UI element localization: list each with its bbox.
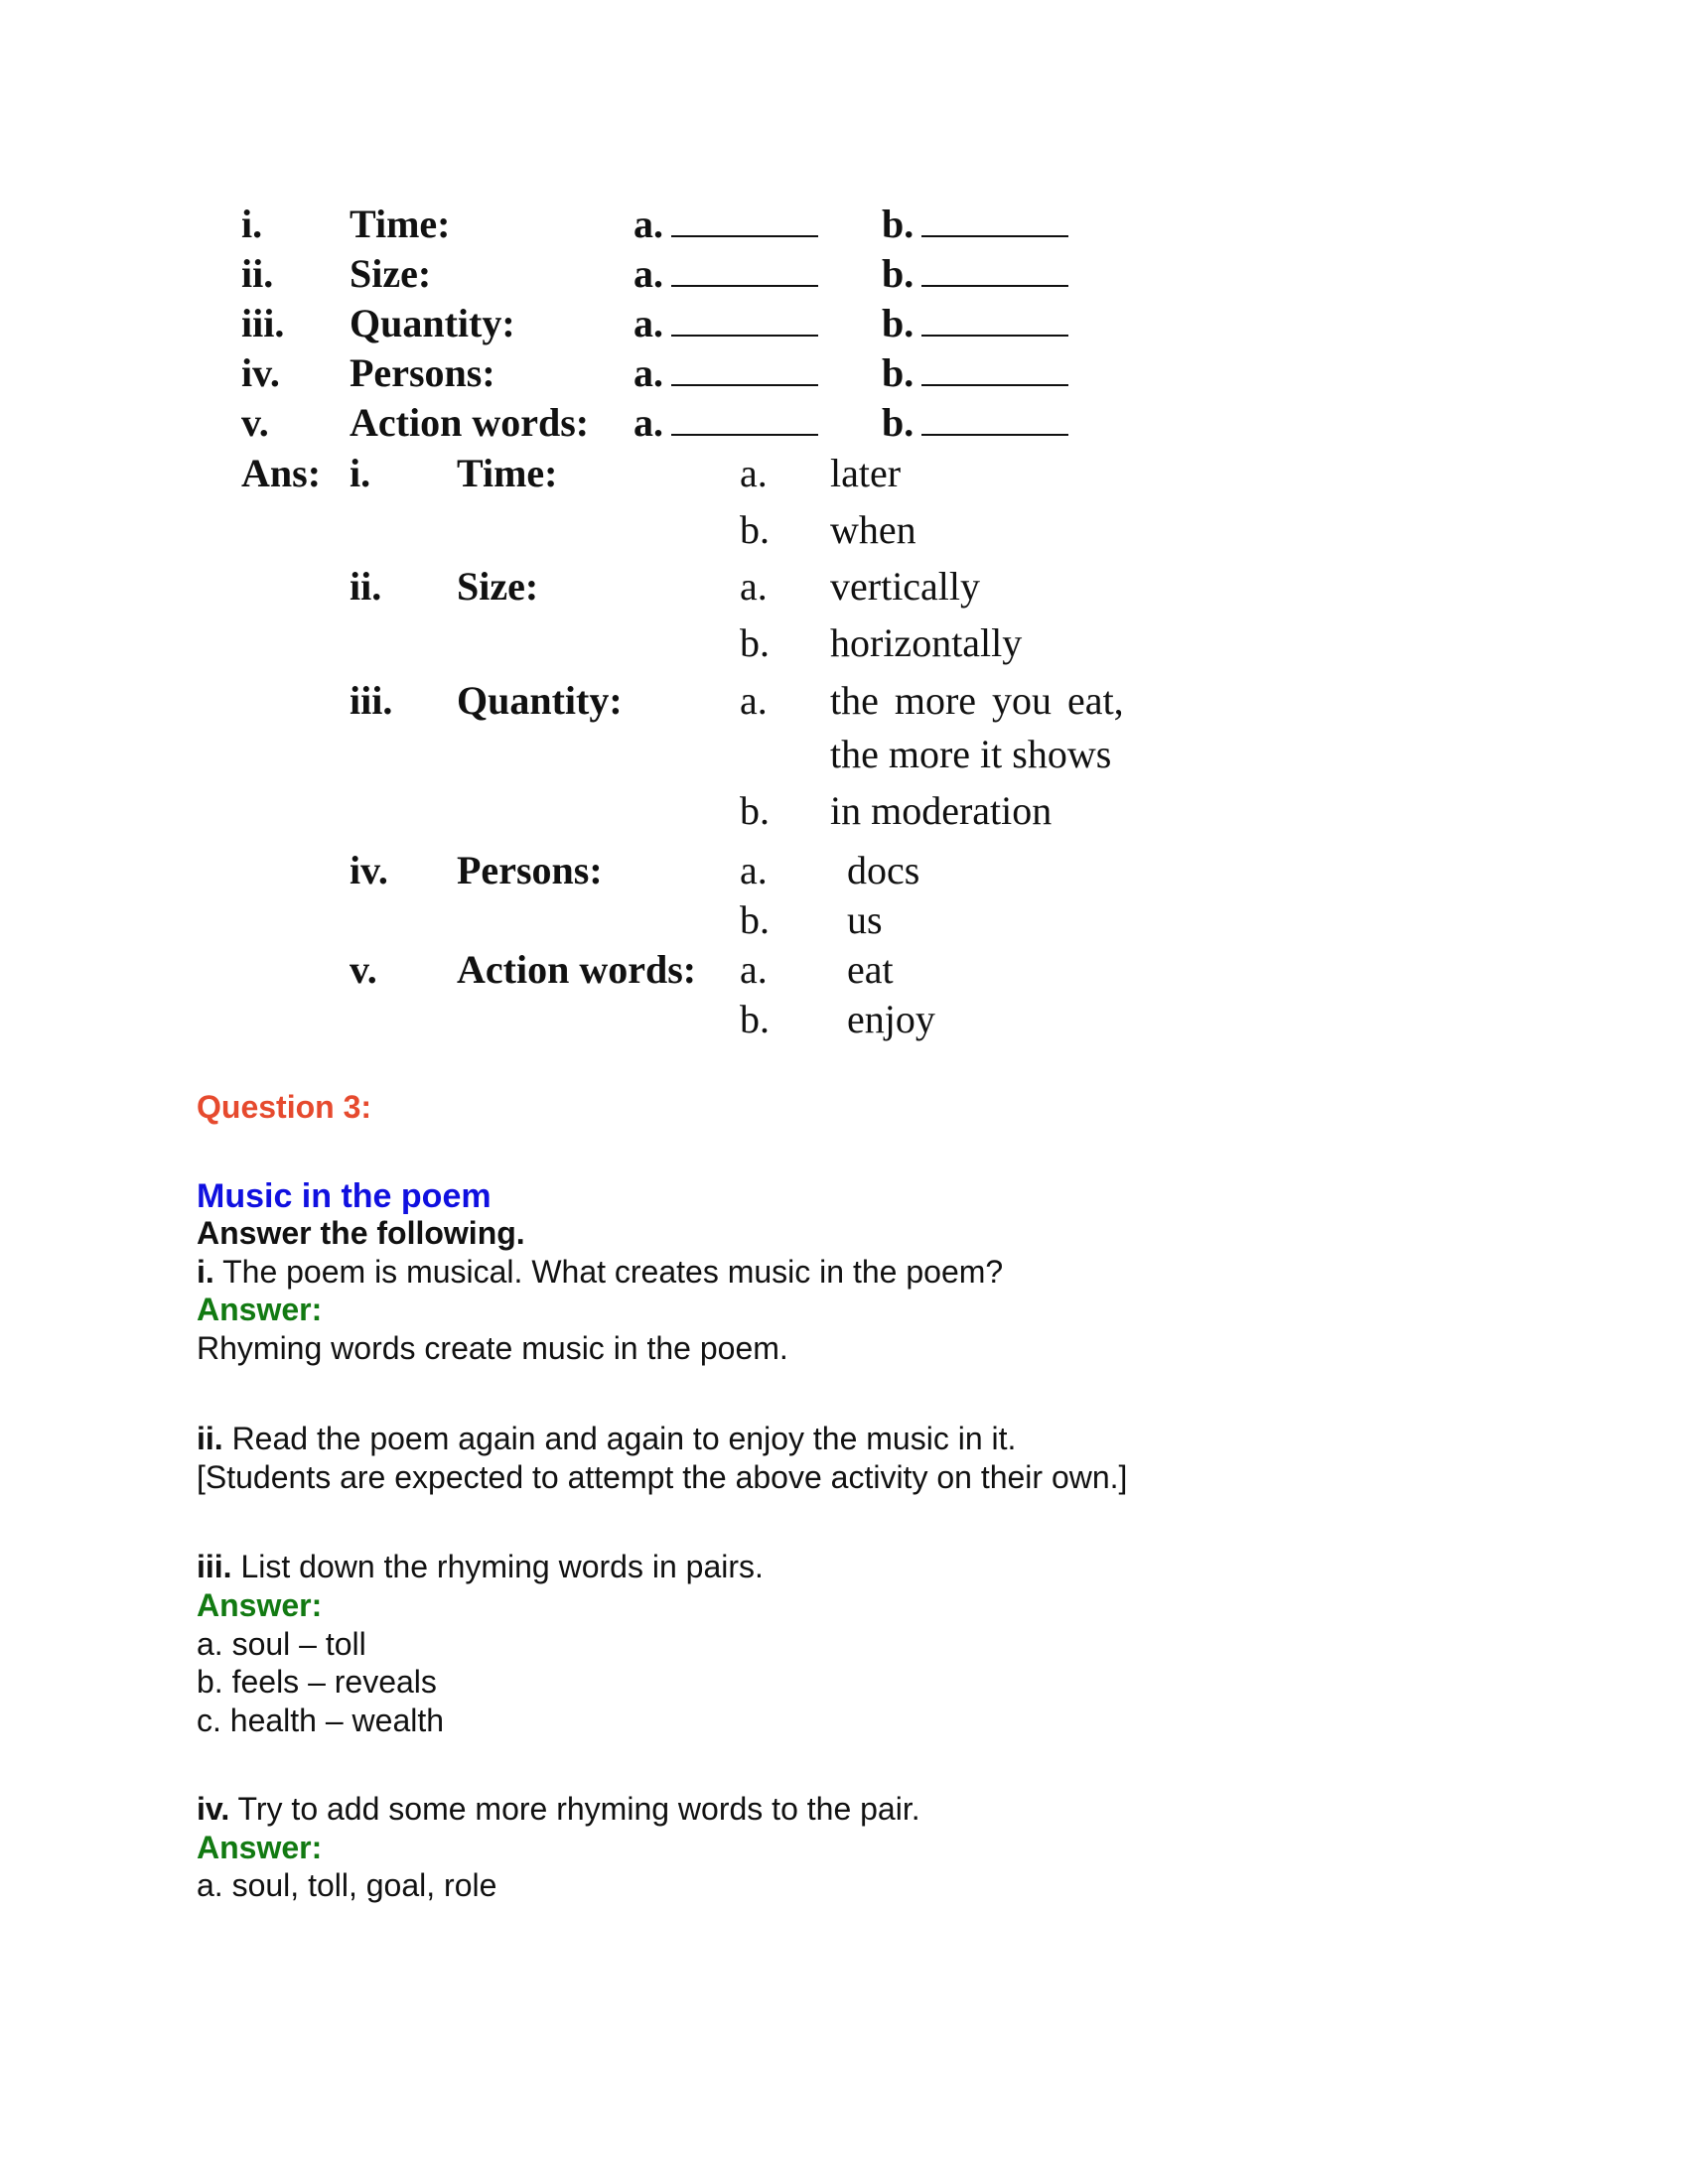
answer-number: iv. <box>350 848 388 892</box>
answer-text: docs <box>847 848 920 892</box>
answer-label: Answer: <box>197 1587 323 1623</box>
question-number: i. <box>197 1254 214 1290</box>
instruction: Answer the following. <box>197 1215 525 1251</box>
question-item <box>197 1256 1003 1288</box>
answer-letter: b. <box>740 620 770 665</box>
answer-letter: b. <box>740 507 770 552</box>
answer-letter: b. <box>740 897 770 942</box>
answer-letter: a. <box>740 678 768 723</box>
answer-prefix: Ans: <box>241 451 322 495</box>
row-number: i. <box>241 202 263 246</box>
blank-a: a. <box>633 304 818 343</box>
blank-b: b. <box>882 353 1068 393</box>
section-heading: Music in the poem <box>197 1177 492 1215</box>
answer-letter: a. <box>740 947 768 992</box>
blank-a: a. <box>633 205 818 244</box>
answer-label: Quantity: <box>457 678 623 723</box>
blank-b: b. <box>882 205 1068 244</box>
answer-text: in moderation <box>830 788 1053 833</box>
blank-b: b. <box>882 304 1068 343</box>
answer-text-continued: the more it shows <box>830 732 1112 776</box>
question-text: Try to add some more rhyming words to the pair. <box>229 1791 920 1827</box>
answer-text: horizontally <box>830 620 1023 665</box>
answer-label: Persons: <box>457 848 603 892</box>
row-number: iii. <box>241 301 285 345</box>
answer-text: eat <box>847 947 894 992</box>
blank-b: b. <box>882 254 1068 294</box>
list-item: a. soul – toll <box>197 1626 366 1662</box>
row-number: v. <box>241 400 269 445</box>
answer-letter: a. <box>740 451 768 495</box>
answer-label: Action words: <box>457 947 697 992</box>
list-item: b. feels – reveals <box>197 1664 437 1700</box>
row-label: Size: <box>350 251 432 296</box>
blank-a: a. <box>633 254 818 294</box>
row-label: Persons: <box>350 350 495 395</box>
list-item: a. soul, toll, goal, role <box>197 1867 497 1903</box>
note-text: [Students are expected to attempt the above activity on their own.] <box>197 1459 1128 1495</box>
question-number: ii. <box>197 1421 223 1456</box>
answer-text: when <box>830 507 916 552</box>
answer-text: vertically <box>830 564 981 609</box>
question-item <box>197 1551 764 1582</box>
question-text: Read the poem again and again to enjoy the music in it. <box>222 1421 1017 1456</box>
answer-letter: b. <box>740 788 770 833</box>
answer-label: Answer: <box>197 1292 323 1327</box>
answer-text: enjoy <box>847 997 935 1041</box>
row-label: Time: <box>350 202 451 246</box>
answer-label: Time: <box>457 451 558 495</box>
answer-letter: a. <box>740 564 768 609</box>
answer-letter: b. <box>740 997 770 1041</box>
row-number: iv. <box>241 350 280 395</box>
answer-text: the more you eat, <box>830 678 1124 723</box>
answer-number: iii. <box>350 678 393 723</box>
list-item: c. health – wealth <box>197 1703 445 1738</box>
answer-text: later <box>830 451 902 495</box>
question-title: Question 3: <box>197 1089 372 1125</box>
row-label: Quantity: <box>350 301 515 345</box>
question-item <box>197 1423 1016 1454</box>
blank-a: a. <box>633 353 818 393</box>
question-text: List down the rhyming words in pairs. <box>231 1549 764 1584</box>
answer-number: ii. <box>350 564 382 609</box>
question-text: The poem is musical. What creates music in the poem? <box>213 1254 1004 1290</box>
answer-number: v. <box>350 947 377 992</box>
blank-b: b. <box>882 403 1068 443</box>
question-item <box>197 1793 920 1825</box>
row-label: Action words: <box>350 400 590 445</box>
question-number: iv. <box>197 1791 230 1827</box>
answer-number: i. <box>350 451 371 495</box>
row-number: ii. <box>241 251 274 296</box>
blank-a: a. <box>633 403 818 443</box>
answer-label: Answer: <box>197 1830 323 1865</box>
answer-label: Size: <box>457 564 539 609</box>
answer-text: us <box>847 897 883 942</box>
answer-letter: a. <box>740 848 768 892</box>
question-number: iii. <box>197 1549 232 1584</box>
answer-text: Rhyming words create music in the poem. <box>197 1330 788 1366</box>
